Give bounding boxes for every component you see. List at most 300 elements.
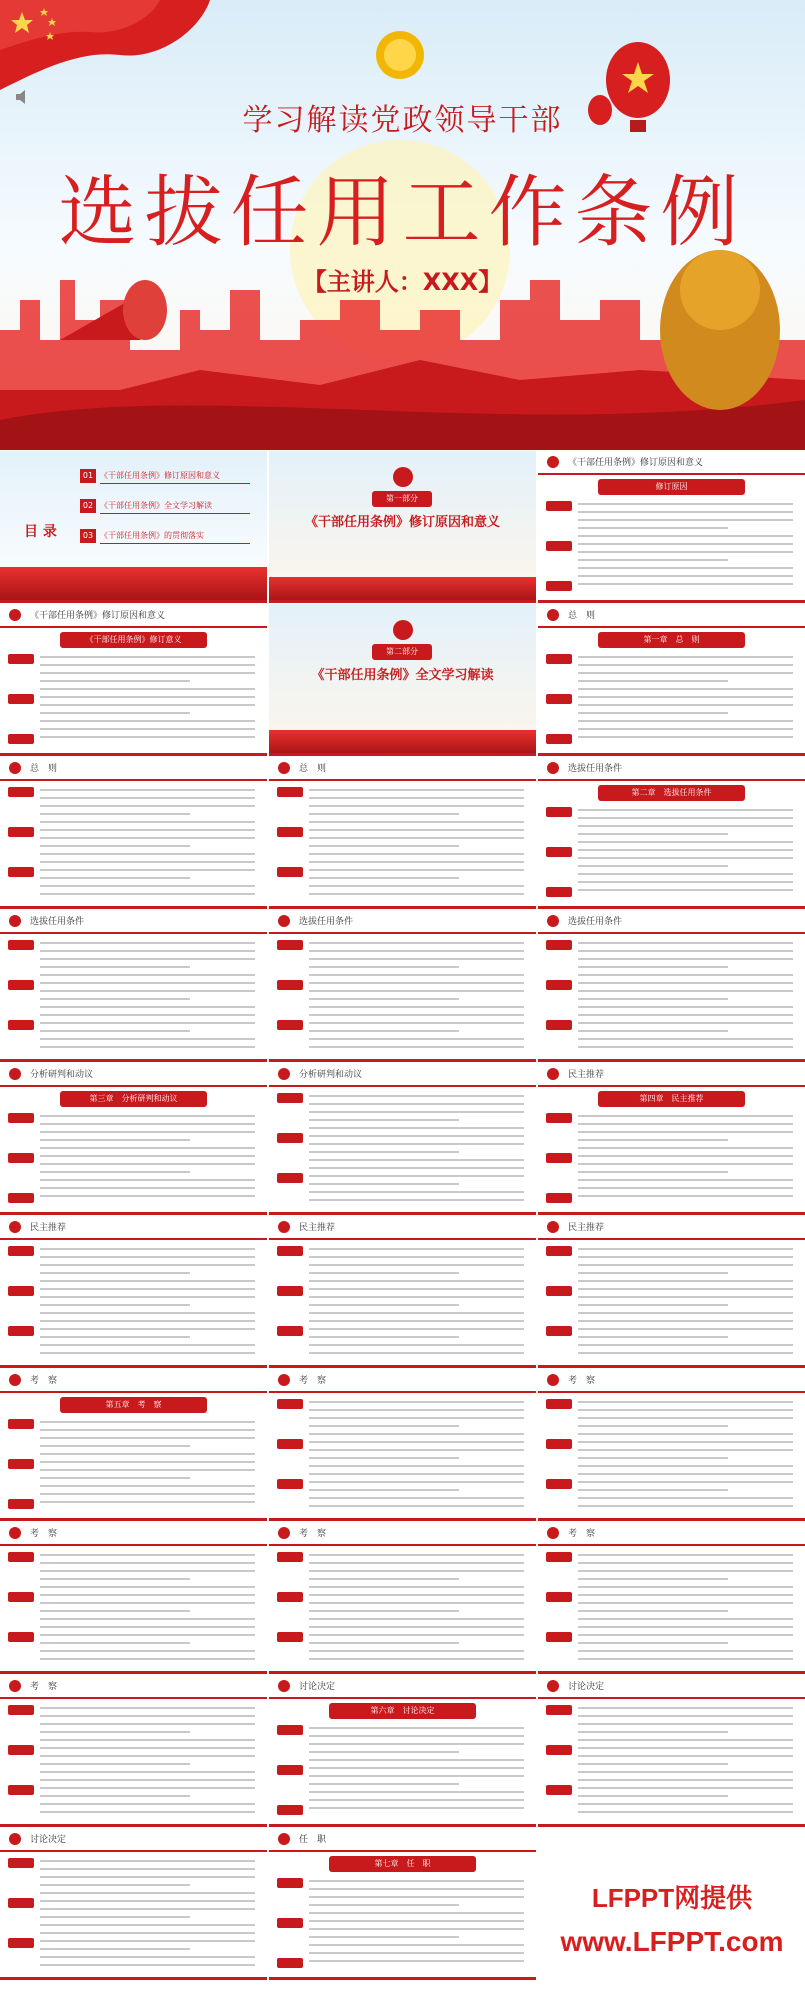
text-line [40,1147,255,1149]
text-line [40,1320,255,1322]
text-line [309,990,524,992]
text-line [309,1030,459,1032]
slide-thumbnail[interactable] [538,1675,805,1827]
text-line [578,809,793,811]
slide-thumbnail[interactable] [538,451,805,603]
text-line [578,1171,728,1173]
article-tag [277,1725,303,1735]
text-line [40,1763,190,1765]
text-line [578,857,793,859]
text-line [40,1650,255,1652]
text-line [578,881,793,883]
text-line [309,1352,524,1354]
text-line [578,680,728,682]
article-tag [546,1705,572,1715]
article-tag [277,827,303,837]
slide-bottom-bar [269,1212,536,1215]
text-line [578,1131,793,1133]
article-tag [8,867,34,877]
slide-header [0,604,267,628]
slide-thumbnail[interactable] [0,1675,267,1827]
text-line [309,1095,524,1097]
slide-header [538,1522,805,1546]
article-tag [546,581,572,591]
text-line [309,1497,524,1499]
text-line [309,797,524,799]
slide-thumbnail[interactable] [269,1675,536,1827]
text-line [40,942,255,944]
article-tag [8,1705,34,1715]
text-line [40,1501,255,1503]
slide-thumbnail[interactable] [269,1369,536,1521]
text-line [40,837,255,839]
slide-thumbnail[interactable] [269,1063,536,1215]
text-line [578,1707,793,1709]
text-line [309,1473,524,1475]
text-line [40,974,255,976]
text-line [309,837,524,839]
text-line [40,1296,255,1298]
article-tag [277,1805,303,1815]
article-tag [277,867,303,877]
text-line [309,1586,524,1588]
text-line [578,1441,793,1443]
text-line [578,1417,793,1419]
slide-header [0,757,267,781]
slide-header [0,1675,267,1699]
slide-thumbnail[interactable] [538,1063,805,1215]
party-emblem-icon [546,454,560,468]
text-line [40,656,255,658]
text-line [578,728,793,730]
text-line [40,1014,255,1016]
text-line [578,1594,793,1596]
text-line [578,1658,793,1660]
text-line [40,1485,255,1487]
text-line [578,567,793,569]
article-tag [546,1479,572,1489]
text-line [578,656,793,658]
slide-bottom-bar [538,753,805,756]
text-line [40,950,255,952]
chapter-ribbon: 第一章 总 则 [598,632,745,648]
text-line [309,1465,524,1467]
slide-thumbnail[interactable] [0,451,267,603]
text-line [578,1256,793,1258]
text-line [40,696,255,698]
text-line [578,1272,728,1274]
text-line [309,1936,459,1938]
cover-presenter: 【主讲人：XXX】 [302,268,503,296]
article-tag [546,1246,572,1256]
text-line [578,1248,793,1250]
text-line [309,1103,524,1105]
text-line [40,998,190,1000]
text-line [309,1767,524,1769]
text-line [578,1147,793,1149]
slide-thumbnail[interactable] [0,1828,267,1980]
article-tag [8,1193,34,1203]
article-tag [8,940,34,950]
party-emblem-icon [8,1066,22,1080]
text-line [309,1554,524,1556]
article-tag [277,787,303,797]
party-emblem-icon [546,1219,560,1233]
article-tag [277,1439,303,1449]
slide-header-title: 任 职 [299,1835,327,1845]
slide-header-title: 民主推荐 [568,1070,605,1080]
slide-thumbnail[interactable] [269,451,536,603]
slide-bottom-bar [0,600,267,603]
chapter-ribbon: 第五章 考 察 [60,1397,207,1413]
text-line [40,1123,255,1125]
slide-header-title: 《干部任用条例》修订原因和意义 [30,611,166,621]
article-tag [546,734,572,744]
text-line [309,1594,524,1596]
text-line [309,877,459,879]
party-emblem-icon [8,607,22,621]
slide-thumbnail[interactable] [269,1216,536,1368]
text-line [40,1030,190,1032]
text-line [309,1489,459,1491]
text-line [40,1453,255,1455]
article-tag [277,1286,303,1296]
text-line [578,1328,793,1330]
text-line [40,990,255,992]
toc-number: 03 [80,529,96,543]
text-line [309,1441,524,1443]
article-tag [8,1326,34,1336]
text-line [40,1421,255,1423]
text-line [40,672,255,674]
slide-thumbnail[interactable] [538,1522,805,1674]
text-line [578,543,793,545]
text-line [578,1195,793,1197]
text-line [40,1115,255,1117]
text-line [578,583,793,585]
text-line [309,1248,524,1250]
text-line [309,1111,524,1113]
text-line [40,1868,255,1870]
text-line [309,1320,524,1322]
text-line [40,885,255,887]
text-line [40,958,255,960]
text-line [40,712,190,714]
slide-header [538,757,805,781]
text-line [40,1948,190,1950]
text-line [40,1344,255,1346]
text-line [40,829,255,831]
slide-header-title: 分析研判和动议 [30,1070,94,1080]
text-line [578,1465,793,1467]
article-tag [546,1552,572,1562]
article-tag [8,1785,34,1795]
text-line [309,1344,524,1346]
slide-header-title: 选拔任用条件 [568,917,623,927]
slide-bottom-bar [0,1059,267,1062]
slide-header [269,757,536,781]
text-line [578,990,793,992]
text-line [578,1618,793,1620]
text-line [309,1175,524,1177]
text-line [578,1014,793,1016]
text-line [40,728,255,730]
text-line [40,1155,255,1157]
article-tag [277,1326,303,1336]
text-line [309,1457,459,1459]
article-tag [8,734,34,744]
text-line [578,841,793,843]
text-line [40,877,190,879]
brand-line-2: www.LFPPT.com [560,1926,784,1957]
text-line [309,1328,524,1330]
article-tag [8,1419,34,1429]
slide-bottom-bar [0,1824,267,1827]
text-line [309,1807,524,1809]
text-line [309,982,524,984]
text-line [309,1880,524,1882]
section-part-label: 第一部分 [372,491,432,507]
text-line [40,1634,255,1636]
text-line [40,893,255,895]
cover-title: 选拔任用工作条例 [58,168,747,258]
text-line [578,527,728,529]
text-line [578,1187,793,1189]
slide-thumbnail[interactable] [538,1369,805,1521]
text-line [578,1811,793,1813]
text-line [40,1707,255,1709]
party-emblem-icon [277,1525,291,1539]
article-tag [277,1765,303,1775]
toc-item[interactable]: 《干部任用条例》全文学习解读 [100,499,250,514]
text-line [309,1433,524,1435]
text-line [309,1312,524,1314]
text-line [309,1505,524,1507]
text-line [309,1912,524,1914]
slide-thumbnail[interactable] [538,604,805,756]
party-emblem-icon [277,1066,291,1080]
text-line [578,1497,793,1499]
text-line [40,1264,255,1266]
text-line [578,1602,793,1604]
text-line [578,1264,793,1266]
article-tag [8,980,34,990]
toc-item[interactable]: 《干部任用条例》的贯彻落实 [100,529,250,544]
article-tag [8,1745,34,1755]
text-line [309,1743,524,1745]
text-line [40,1256,255,1258]
text-line [578,1795,728,1797]
text-line [578,1779,793,1781]
text-line [578,1179,793,1181]
text-line [578,1030,728,1032]
text-line [309,1751,459,1753]
text-line [309,1046,524,1048]
text-line [309,1610,459,1612]
slide-thumbnail[interactable] [538,757,805,909]
text-line [309,1159,524,1161]
text-line [578,1046,793,1048]
text-line [40,1038,255,1040]
text-line [309,789,524,791]
text-line [40,966,190,968]
toc-item[interactable]: 《干部任用条例》修订原因和意义 [100,469,250,484]
slide-thumbnail[interactable] [269,1828,536,1980]
chapter-ribbon: 第四章 民主推荐 [598,1091,745,1107]
section-part-label: 第二部分 [372,644,432,660]
text-line [309,1417,524,1419]
text-line [40,1570,255,1572]
text-line [578,1505,793,1507]
slide-bottom-bar [269,1518,536,1521]
slide-thumbnail[interactable] [538,910,805,1062]
slide-header-title: 选拔任用条件 [568,764,623,774]
slide-header [269,910,536,934]
text-line [309,950,524,952]
text-line [40,1328,255,1330]
article-tag [277,1246,303,1256]
text-line [309,1280,524,1282]
article-tag [277,1093,303,1103]
slide-bottom-bar [269,906,536,909]
text-line [578,982,793,984]
text-line [40,1578,190,1580]
text-line [578,535,793,537]
text-line [40,869,255,871]
text-line [578,1425,728,1427]
text-line [578,833,728,835]
article-tag [546,807,572,817]
slide-header [538,1216,805,1240]
text-line [578,1288,793,1290]
text-line [40,1892,255,1894]
slide-thumbnail[interactable] [269,604,536,756]
text-line [578,1352,793,1354]
slide-thumbnail[interactable] [269,1522,536,1674]
text-line [578,519,793,521]
slide-header-title: 讨论决定 [299,1682,336,1692]
slide-header-title: 考 察 [30,1376,58,1386]
toc-label: 目 录 [24,524,57,540]
text-line [309,1562,524,1564]
text-line [309,1014,524,1016]
text-line [578,1320,793,1322]
slide-header-title: 讨论决定 [30,1835,67,1845]
text-line [309,974,524,976]
text-line [40,797,255,799]
text-line [578,672,793,674]
slide-thumbnail[interactable] [269,910,536,1062]
text-line [309,1578,459,1580]
text-line [40,1739,255,1741]
text-line [578,1006,793,1008]
text-line [578,1336,728,1338]
article-tag [8,1898,34,1908]
article-tag [8,1113,34,1123]
slide-header-title: 总 则 [30,764,58,774]
slide-thumbnail[interactable] [0,1216,267,1368]
slide-thumbnail[interactable] [269,757,536,909]
slide-thumbnail[interactable] [0,757,267,909]
slide-thumbnail[interactable] [538,1216,805,1368]
text-line [40,821,255,823]
article-tag [546,1785,572,1795]
text-line [40,1658,255,1660]
slide-bottom-bar [0,1518,267,1521]
text-line [578,1562,793,1564]
slide-thumbnail[interactable] [0,604,267,756]
slide-header [0,1828,267,1852]
text-line [40,1461,255,1463]
text-line [40,1493,255,1495]
slide-bottom-bar [269,600,536,603]
text-line [309,1791,524,1793]
text-line [309,1650,524,1652]
article-tag [8,654,34,664]
text-line [40,813,190,815]
text-line [309,966,459,968]
text-line [309,1127,524,1129]
text-line [309,1618,524,1620]
text-line [309,1481,524,1483]
party-emblem-icon [546,607,560,621]
text-line [40,720,255,722]
text-line [578,1715,793,1717]
slide-bottom-bar [269,1671,536,1674]
chapter-ribbon: 《干部任用条例》修订意义 [60,632,207,648]
article-tag [546,887,572,897]
slide-thumbnail[interactable] [0,910,267,1062]
text-line [40,1715,255,1717]
text-line [578,1481,793,1483]
text-line [309,813,459,815]
article-tag [277,1918,303,1928]
text-line [578,1763,728,1765]
text-line [578,551,793,553]
text-line [40,1723,255,1725]
text-line [40,1876,255,1878]
party-emblem-icon [546,913,560,927]
article-tag [8,827,34,837]
slide-header-title: 讨论决定 [568,1682,605,1692]
text-line [578,889,793,891]
text-line [40,1932,255,1934]
text-line [309,1425,459,1427]
article-tag [546,1153,572,1163]
text-line [40,1288,255,1290]
text-line [578,559,728,561]
text-line [309,1944,524,1946]
article-tag [546,1193,572,1203]
slide-thumbnail[interactable] [0,1063,267,1215]
text-line [309,1658,524,1660]
slide-thumbnail[interactable] [0,1369,267,1521]
text-line [40,664,255,666]
article-tag [546,1020,572,1030]
slide-thumbnail[interactable] [0,1522,267,1674]
text-line [309,1167,524,1169]
text-line [578,511,793,513]
party-emblem-icon [277,1372,291,1386]
chapter-ribbon: 修订原因 [598,479,745,495]
text-line [40,1811,255,1813]
text-line [578,1634,793,1636]
text-line [309,1143,524,1145]
article-tag [546,1326,572,1336]
text-line [578,865,728,867]
slide-bottom-bar [538,600,805,603]
text-line [578,1489,728,1491]
